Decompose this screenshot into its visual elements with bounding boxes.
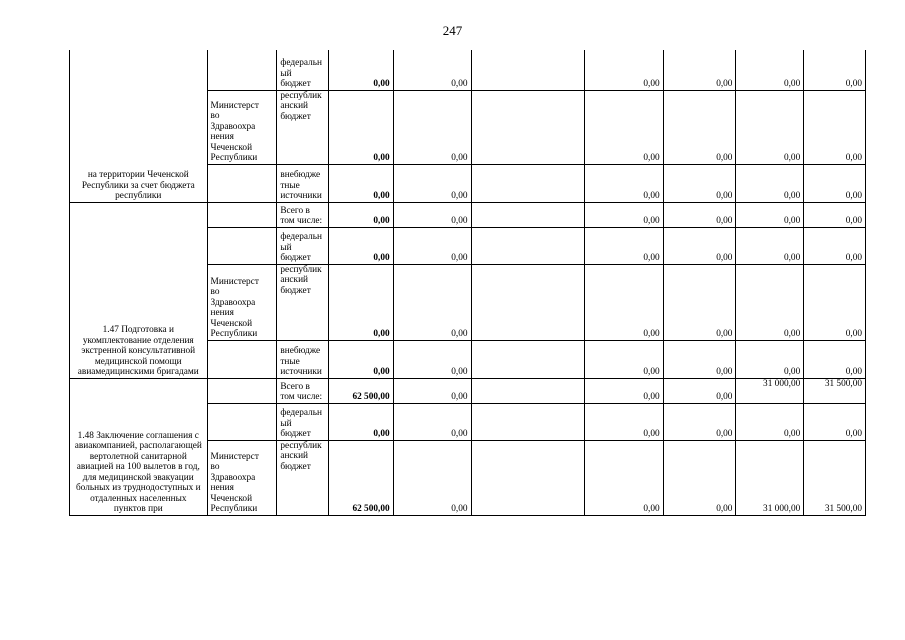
value-cell: 0,00 bbox=[584, 90, 663, 164]
executor-cell bbox=[207, 164, 277, 202]
funding-source-cell: Всего в том числе: bbox=[277, 202, 329, 227]
value-cell: 0,00 bbox=[736, 340, 804, 378]
value-cell: 0,00 bbox=[804, 340, 866, 378]
executor-cell: Министерст во Здравоохра нения Чеченской Республики bbox=[207, 440, 277, 515]
value-cell: 0,00 bbox=[663, 50, 736, 90]
funding-source-cell: республик анский бюджет bbox=[277, 440, 329, 515]
value-cell: 0,00 bbox=[393, 403, 471, 440]
executor-cell bbox=[207, 340, 277, 378]
funding-source-cell: внебюдже тные источники bbox=[277, 340, 329, 378]
value-cell: 0,00 bbox=[736, 164, 804, 202]
table-row bbox=[70, 378, 866, 403]
executor-cell bbox=[207, 403, 277, 440]
value-cell: 0,00 bbox=[663, 90, 736, 164]
value-cell: 0,00 bbox=[584, 440, 663, 515]
value-cell: 0,00 bbox=[663, 440, 736, 515]
table-row bbox=[70, 202, 866, 227]
value-cell: 0,00 bbox=[393, 440, 471, 515]
value-cell: 0,00 bbox=[804, 264, 866, 340]
total-value-cell: 62 500,00 bbox=[328, 378, 393, 403]
value-cell: 0,00 bbox=[804, 227, 866, 264]
measure-name-cell: на территории Чеченской Республики за счет бюджета республики bbox=[70, 50, 208, 202]
value-cell: 0,00 bbox=[736, 50, 804, 90]
value-cell: 0,00 bbox=[393, 50, 471, 90]
executor-cell bbox=[207, 202, 277, 227]
value-cell: 0,00 bbox=[393, 340, 471, 378]
value-cell: 0,00 bbox=[584, 164, 663, 202]
value-cell: 0,00 bbox=[584, 227, 663, 264]
total-value-cell: 0,00 bbox=[328, 403, 393, 440]
value-cell: 0,00 bbox=[804, 50, 866, 90]
measure-name-cell: 1.48 Заключение соглашения с авиакомпанией, располагающей вертолетной санитарной авиацией на 100 вылетов в год, для медицинской эвакуации больных из труднодоступных и отдаленных населенных пунктов при bbox=[70, 378, 208, 515]
value-cell: 31 000,00 bbox=[736, 440, 804, 515]
value-cell: 0,00 bbox=[804, 403, 866, 440]
value-cell: 0,00 bbox=[663, 340, 736, 378]
value-cell bbox=[471, 264, 584, 340]
value-cell bbox=[471, 50, 584, 90]
value-cell: 0,00 bbox=[804, 202, 866, 227]
executor-cell: Министерст во Здравоохра нения Чеченской Республики bbox=[207, 264, 277, 340]
value-cell: 0,00 bbox=[393, 378, 471, 403]
funding-source-cell: федеральн ый бюджет bbox=[277, 50, 329, 90]
value-cell: 0,00 bbox=[804, 164, 866, 202]
value-cell bbox=[471, 202, 584, 227]
measure-name-cell: 1.47 Подготовка и укомплектование отделения экстренной консультативной медицинской помощи авиамедицинскими бригадами bbox=[70, 202, 208, 378]
funding-source-cell: федеральн ый бюджет bbox=[277, 227, 329, 264]
total-value-cell: 0,00 bbox=[328, 264, 393, 340]
value-cell: 0,00 bbox=[393, 164, 471, 202]
value-cell: 0,00 bbox=[393, 202, 471, 227]
total-value-cell: 0,00 bbox=[328, 50, 393, 90]
value-cell: 0,00 bbox=[663, 378, 736, 403]
total-value-cell: 0,00 bbox=[328, 164, 393, 202]
executor-cell bbox=[207, 50, 277, 90]
value-cell: 31 500,00 bbox=[804, 440, 866, 515]
value-cell bbox=[471, 340, 584, 378]
funding-source-cell: Всего в том числе: bbox=[277, 378, 329, 403]
value-cell: 31 500,00 bbox=[804, 378, 866, 403]
funding-source-cell: внебюдже тные источники bbox=[277, 164, 329, 202]
value-cell: 0,00 bbox=[663, 403, 736, 440]
value-cell: 0,00 bbox=[393, 264, 471, 340]
value-cell: 0,00 bbox=[584, 378, 663, 403]
value-cell bbox=[471, 164, 584, 202]
value-cell: 31 000,00 bbox=[736, 378, 804, 403]
executor-cell bbox=[207, 378, 277, 403]
value-cell bbox=[471, 227, 584, 264]
value-cell: 0,00 bbox=[663, 227, 736, 264]
funding-source-cell: республик анский бюджет bbox=[277, 264, 329, 340]
value-cell: 0,00 bbox=[393, 90, 471, 164]
value-cell: 0,00 bbox=[663, 202, 736, 227]
value-cell bbox=[471, 90, 584, 164]
funding-source-cell: республик анский бюджет bbox=[277, 90, 329, 164]
value-cell: 0,00 bbox=[663, 264, 736, 340]
value-cell: 0,00 bbox=[736, 202, 804, 227]
value-cell: 0,00 bbox=[736, 90, 804, 164]
value-cell: 0,00 bbox=[736, 264, 804, 340]
value-cell: 0,00 bbox=[584, 340, 663, 378]
executor-cell bbox=[207, 227, 277, 264]
total-value-cell: 0,00 bbox=[328, 340, 393, 378]
value-cell: 0,00 bbox=[584, 202, 663, 227]
value-cell: 0,00 bbox=[393, 227, 471, 264]
total-value-cell: 0,00 bbox=[328, 227, 393, 264]
value-cell bbox=[471, 440, 584, 515]
total-value-cell: 62 500,00 bbox=[328, 440, 393, 515]
value-cell bbox=[471, 378, 584, 403]
page-number: 247 bbox=[442, 23, 463, 38]
value-cell bbox=[471, 403, 584, 440]
value-cell: 0,00 bbox=[584, 403, 663, 440]
value-cell: 0,00 bbox=[663, 164, 736, 202]
executor-cell: Министерст во Здравоохра нения Чеченской Республики bbox=[207, 90, 277, 164]
total-value-cell: 0,00 bbox=[328, 202, 393, 227]
value-cell: 0,00 bbox=[584, 264, 663, 340]
table-row bbox=[70, 50, 866, 90]
value-cell: 0,00 bbox=[736, 227, 804, 264]
total-value-cell: 0,00 bbox=[328, 90, 393, 164]
funding-source-cell: федеральн ый бюджет bbox=[277, 403, 329, 440]
budget-table bbox=[69, 50, 866, 516]
value-cell: 0,00 bbox=[584, 50, 663, 90]
value-cell: 0,00 bbox=[736, 403, 804, 440]
value-cell: 0,00 bbox=[804, 90, 866, 164]
